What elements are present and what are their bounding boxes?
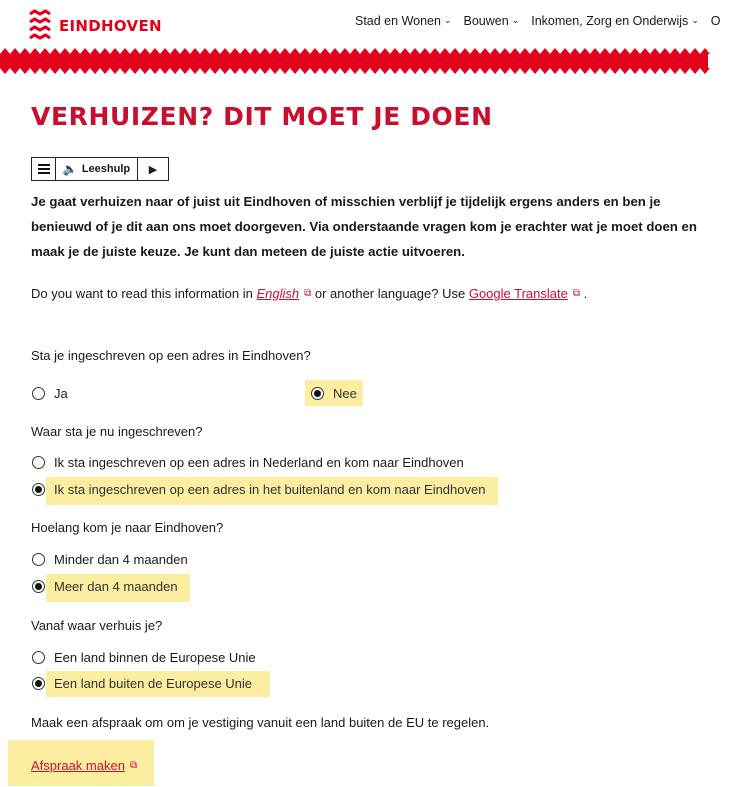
afspraak-link-wrapper xyxy=(31,758,137,773)
site-header xyxy=(0,0,721,54)
option-label: Minder dan 4 maanden xyxy=(54,552,188,567)
radio-minder-dan-4[interactable] xyxy=(32,553,45,566)
intro-text: Je gaat verhuizen naar of juist uit Eindhoven of misschien verblijf je tijdelijk ergens anders en ben je benieuwd of je dit aan ons moet doorgeven. Via onderstaande vragen kom je erachter wat je moet doen en maak je de juiste keuze. Je kunt dan meteen de juiste actie uitvoeren. xyxy=(31,194,697,259)
logo[interactable] xyxy=(29,10,162,42)
external-link-icon: ⧉ xyxy=(129,760,138,771)
main-nav xyxy=(355,14,733,28)
language-prefix: Do you want to read this information in xyxy=(31,286,253,301)
radio-nederland[interactable] xyxy=(32,456,45,469)
option-buiten-eu[interactable] xyxy=(32,676,252,691)
chevron-down-icon: ⌄ xyxy=(691,14,699,25)
leeshulp-menu-button[interactable] xyxy=(32,158,56,180)
language-notice xyxy=(31,286,587,301)
question-text: Sta je ingeschreven op een adres in Eindhoven? xyxy=(31,348,311,363)
nav-item-label: Stad en Wonen xyxy=(355,14,441,28)
option-label: Ik sta ingeschreven op een adres in Nederland en kom naar Eindhoven xyxy=(54,455,464,470)
language-suffix: . xyxy=(583,286,588,301)
option-buitenland[interactable] xyxy=(32,482,485,497)
question-text: Waar sta je nu ingeschreven? xyxy=(31,424,203,439)
radio-meer-dan-4[interactable] xyxy=(32,580,45,593)
leeshulp-toolbar xyxy=(31,157,169,181)
result-text: Maak een afspraak om om je vestiging vanuit een land buiten de EU te regelen. xyxy=(31,715,490,730)
leeshulp-play-button[interactable] xyxy=(138,158,168,180)
header-zigzag-border xyxy=(0,48,708,76)
option-label: Een land buiten de Europese Unie xyxy=(54,676,253,691)
radio-nee[interactable] xyxy=(311,387,324,400)
option-meer-dan-4[interactable] xyxy=(32,579,178,594)
nav-item-inkomen-zorg-onderwijs[interactable] xyxy=(531,14,699,28)
english-link[interactable]: English xyxy=(256,286,300,301)
play-icon: ▶ xyxy=(148,163,158,176)
afspraak-maken-link[interactable]: Afspraak maken xyxy=(31,758,125,773)
option-nederland[interactable] xyxy=(32,455,464,470)
logo-text: EINDHOVEN xyxy=(59,17,162,35)
radio-buiten-eu[interactable] xyxy=(32,677,45,690)
nav-item-stad-en-wonen[interactable] xyxy=(355,14,452,28)
radio-ja[interactable] xyxy=(32,387,45,400)
nav-item-more[interactable] xyxy=(711,14,721,28)
radio-buitenland[interactable] xyxy=(32,483,45,496)
external-link-icon: ⧉ xyxy=(572,288,580,299)
page-title: VERHUIZEN? DIT MOET JE DOEN xyxy=(31,102,493,131)
nav-item-label: O xyxy=(710,14,721,28)
radio-binnen-eu[interactable] xyxy=(32,651,45,664)
option-label: Meer dan 4 maanden xyxy=(54,579,178,594)
menu-icon xyxy=(38,168,50,170)
option-label: Nee xyxy=(333,386,357,401)
nav-item-label: Bouwen xyxy=(463,14,509,28)
nav-item-label: Inkomen, Zorg en Onderwijs xyxy=(531,14,689,28)
nav-item-bouwen[interactable] xyxy=(464,14,520,28)
eindhoven-logo-icon xyxy=(29,10,51,42)
option-ja[interactable] xyxy=(32,386,68,401)
option-label: Een land binnen de Europese Unie xyxy=(54,650,256,665)
chevron-down-icon: ⌄ xyxy=(511,14,520,25)
google-translate-link[interactable]: Google Translate xyxy=(468,286,568,301)
option-minder-dan-4[interactable] xyxy=(32,552,188,567)
option-binnen-eu[interactable] xyxy=(32,650,256,665)
chevron-down-icon: ⌄ xyxy=(443,14,452,25)
option-label: Ik sta ingeschreven op een adres in het buitenland en kom naar Eindhoven xyxy=(54,482,486,497)
external-link-icon: ⧉ xyxy=(304,288,312,299)
question-text: Hoelang kom je naar Eindhoven? xyxy=(31,520,224,535)
leeshulp-label: Leeshulp xyxy=(81,163,131,175)
language-middle: or another language? Use xyxy=(314,286,466,301)
question-text: Vanaf waar verhuis je? xyxy=(31,618,163,633)
speaker-icon: 🔈 xyxy=(62,162,78,176)
option-label: Ja xyxy=(54,386,68,401)
option-nee[interactable] xyxy=(311,386,357,401)
leeshulp-read-button[interactable] xyxy=(56,158,138,180)
